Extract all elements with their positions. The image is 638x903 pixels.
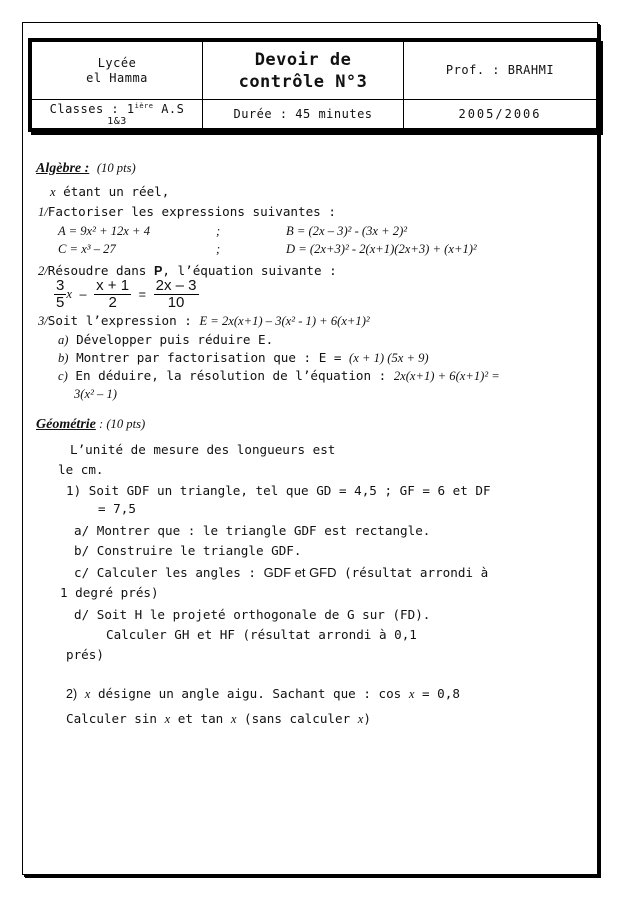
expr-a: A = 9x² + 12x + 4 (58, 224, 150, 238)
geo-qc-cont: 1 degré prés) (60, 585, 159, 600)
classes-label: Classes : $1^{ière}$ A.S (49, 102, 185, 116)
duree-cell (203, 100, 404, 129)
expr-d: D = (2x+3)² - 2(x+1)(2x+3) + (x+1)² (286, 242, 477, 256)
geo-qb: b/ Construire le triangle GDF. (74, 543, 302, 558)
algebre-q3b: b) Montrer par factorisation que : E = (x + 1) (5x + 9) (58, 350, 429, 365)
geo-q2: 2) x désigne un angle aigu. Sachant que : cos x = 0,8 (66, 686, 460, 701)
header-table (31, 41, 597, 129)
separator-1: ; (216, 224, 221, 238)
doc-title-line1: Devoir de (254, 49, 352, 70)
algebre-title: Algèbre : (36, 161, 90, 176)
fraction-3: $\frac{2x - 3}{10}$ (155, 277, 197, 311)
prof-cell (404, 42, 597, 100)
geometrie-points: : (10 pts) (95, 417, 146, 431)
equation-q2: $\frac{3}{5}$ x – $\frac{x + 1}{2}$ = $\frac{2x - 3}{10}$ (56, 277, 197, 311)
school-town: el Hamma (86, 70, 148, 85)
geometrie-heading (36, 416, 145, 433)
geo-qd-cont2: prés) (66, 647, 104, 662)
expr-b: B = (2x – 3)² - (3x + 2)² (286, 224, 408, 238)
school-cell (32, 42, 203, 100)
geo-qd: d/ Soit H le projeté orthogonale de G sur (FD). (74, 607, 431, 622)
fraction-1: $\frac{3}{5}$ (56, 277, 65, 311)
algebre-q1: 1/Factoriser les expressions suivantes : (38, 204, 336, 219)
school-year: 2005/2006 (458, 106, 542, 121)
algebre-q2: 2/Résoudre dans P, l’équation suivante : (38, 263, 337, 278)
algebre-q3c: c) En déduire, la résolution de l’équation : 2x(x+1) + 6(x+1)² = (58, 368, 500, 383)
separator-2: ; (216, 242, 221, 256)
geo-intro-1: L’unité de mesure des longueurs est (70, 442, 336, 457)
expr-e: E = 2x(x+1) – 3(x² - 1) + 6(x+1)² (199, 314, 370, 328)
geo-qa: a/ Montrer que : le triangle GDF est rectangle. (74, 523, 431, 538)
angle-names: GDF et GFD (263, 565, 337, 580)
expr-c: C = x³ – 27 (58, 242, 116, 256)
classes-cell (32, 100, 203, 129)
algebre-intro: x étant un réel, (50, 184, 170, 199)
fraction-2: $\frac{x + 1}{2}$ (96, 277, 130, 311)
header-box (28, 38, 600, 132)
geo-qd-cont: Calculer GH et HF (résultat arrondi à 0,1 (106, 627, 417, 642)
set-symbol: P (153, 264, 163, 278)
geo-q1-cont: = 7,5 (98, 501, 136, 516)
prof-name: Prof. : BRAHMI (445, 63, 555, 77)
geo-intro-2: le cm. (58, 462, 104, 477)
duree: Durée : 45 minutes (233, 106, 373, 121)
algebre-q3a: a) Développer puis réduire E. (58, 332, 274, 347)
algebre-q3c-cont: 3(x² – 1) (74, 387, 117, 401)
geo-qc: c/ Calculer les angles : GDF et GFD (résultat arrondi à (74, 565, 489, 580)
algebre-heading (36, 160, 136, 177)
algebre-q3: 3/Soit l’expression : E = 2x(x+1) – 3(x² - 1) + 6(x+1)² (38, 313, 370, 328)
geometrie-title: Géométrie (36, 417, 96, 432)
title-cell (203, 42, 404, 100)
geo-q2-cont: Calculer sin x et tan x (sans calculer x) (66, 711, 371, 726)
algebre-points: (10 pts) (96, 161, 136, 175)
classes-groups: 1&3 (107, 116, 127, 127)
geo-q1: 1) Soit GDF un triangle, tel que GD = 4,5 ; GF = 6 et DF (66, 483, 491, 498)
annee-cell (404, 100, 597, 129)
doc-title-line2: contrôle N°3 (238, 71, 368, 92)
school-name: Lycée (97, 55, 137, 70)
